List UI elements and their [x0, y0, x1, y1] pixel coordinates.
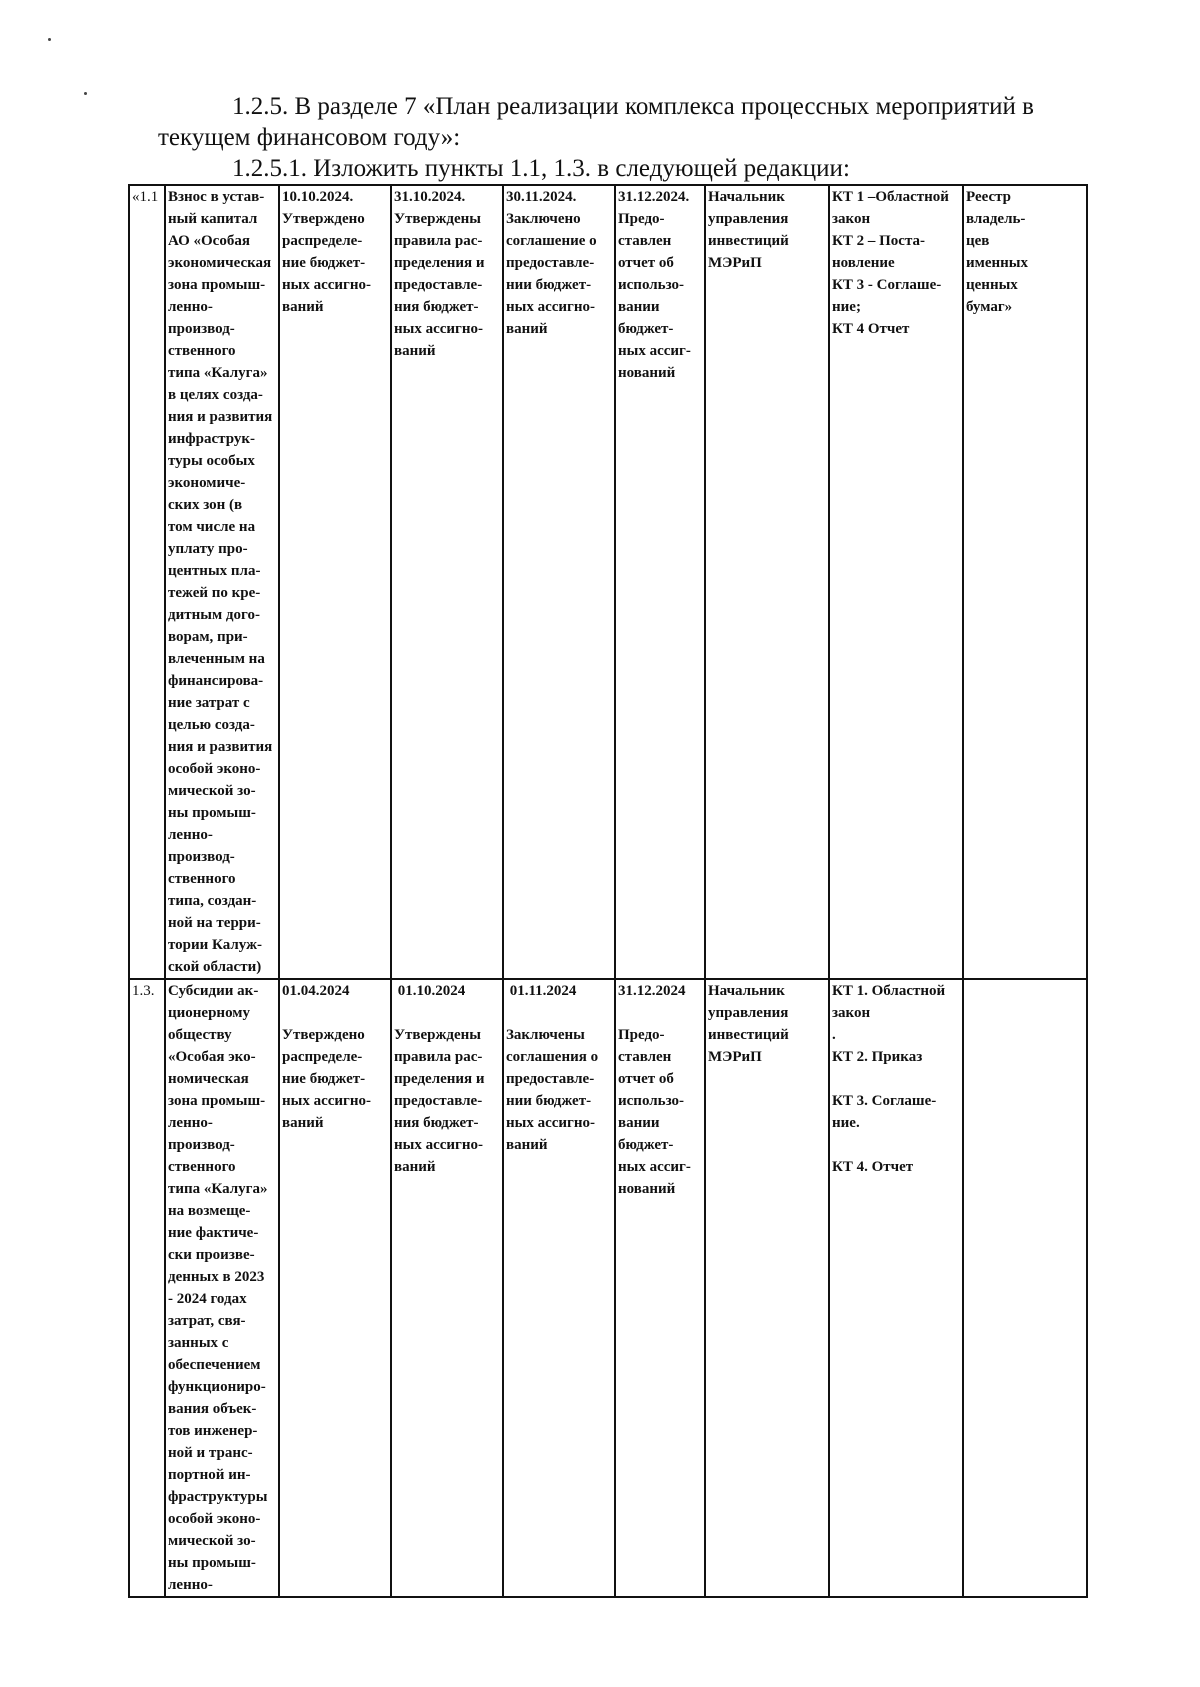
cell-line: ние;	[832, 299, 861, 315]
cell-line: типа, создан-	[168, 893, 257, 909]
cell-line: инфраструк-	[168, 431, 255, 447]
cell-line: ставлен	[618, 1049, 672, 1065]
cell-line: ваний	[506, 321, 548, 337]
cell-line: ние бюджет-	[282, 255, 366, 271]
cell-line: соглашения о	[506, 1049, 599, 1065]
cell-line: именных	[966, 255, 1029, 271]
cell-line: ния и развития	[168, 409, 273, 425]
heading-line-3: 1.2.5.1. Изложить пункты 1.1, 1.3. в следующей редакции:	[232, 155, 850, 182]
cell-line: туры особых	[168, 453, 255, 469]
cell-line: ских зон (в	[168, 497, 243, 513]
cell-line: закон	[832, 211, 871, 227]
plan-table	[128, 184, 1088, 1598]
cell-line: нии бюджет-	[506, 1093, 592, 1109]
checkpoint-1-cell	[279, 185, 391, 979]
cell-line: Утверждено	[282, 211, 365, 227]
cell-line: 01.10.2024	[394, 983, 466, 999]
cell-line: МЭРиП	[708, 255, 762, 271]
heading-line-2: текущем финансовом году»:	[158, 124, 461, 151]
cell-line: АО «Особая	[168, 233, 250, 249]
cell-line: КТ 1. Областной	[832, 983, 946, 999]
cell-line: использо-	[618, 1093, 685, 1109]
cell-line: вания объек-	[168, 1401, 257, 1417]
cell-line: мической зо-	[168, 783, 256, 799]
cell-line: ных ассигно-	[506, 1115, 596, 1131]
event-name-cell	[165, 185, 279, 979]
cell-line: ционерному	[168, 1005, 251, 1021]
cell-line: особой эконо-	[168, 761, 261, 777]
cell-line: фраструктуры	[168, 1489, 268, 1505]
cell-line: ных ассиг-	[618, 343, 691, 359]
cell-line: зона промыш-	[168, 277, 266, 293]
cell-line: - 2024 годах	[168, 1291, 247, 1307]
cell-line: затрат, свя-	[168, 1313, 246, 1329]
cell-line: .	[832, 1027, 836, 1043]
cell-line: зона промыш-	[168, 1093, 266, 1109]
cell-line: инвестиций	[708, 233, 789, 249]
cell-line: нований	[618, 1181, 676, 1197]
cell-line: распределе-	[282, 233, 363, 249]
cell-line: КТ 3. Соглаше-	[832, 1093, 937, 1109]
checkpoint-2-cell	[391, 185, 503, 979]
cell-line: Начальник	[708, 189, 785, 205]
cell-line: тории Калуж-	[168, 937, 262, 953]
cell-line: портной ин-	[168, 1467, 251, 1483]
scan-speck	[84, 92, 87, 95]
cell-line: ской области)	[168, 959, 262, 975]
cell-line: уплату про-	[168, 541, 248, 557]
cell-line: пределения и	[394, 255, 485, 271]
cell-line: влеченным на	[168, 651, 265, 667]
cell-line: 01.04.2024	[282, 983, 350, 999]
scan-speck	[48, 38, 51, 41]
heading-line-1: 1.2.5. В разделе 7 «План реализации комплекса процессных мероприятий в	[232, 93, 1034, 120]
cell-line: особой эконо-	[168, 1511, 261, 1527]
responsible-cell	[705, 979, 829, 1597]
cell-line: ных ассигно-	[394, 1137, 484, 1153]
cell-line: обществу	[168, 1027, 232, 1043]
cell-line: обеспечением	[168, 1357, 261, 1373]
cell-line: ленно-	[168, 299, 213, 315]
cell-line: новление	[832, 255, 895, 271]
cell-line: ной и транс-	[168, 1445, 253, 1461]
cell-line: КТ 1 –Областной	[832, 189, 949, 205]
cell-line: Начальник	[708, 983, 785, 999]
document-cell	[829, 979, 963, 1597]
cell-line: ние фактиче-	[168, 1225, 259, 1241]
cell-line: 31.10.2024.	[394, 189, 466, 205]
cell-line: бумаг»	[966, 299, 1013, 315]
cell-line: ски произве-	[168, 1247, 255, 1263]
cell-line: ных ассиг-	[618, 1159, 691, 1175]
cell-line: ние.	[832, 1115, 860, 1131]
cell-line: использо-	[618, 277, 685, 293]
cell-line: тежей по кре-	[168, 585, 261, 601]
table-row	[129, 979, 1087, 1597]
cell-line: КТ 4. Отчет	[832, 1159, 914, 1175]
cell-line: ственного	[168, 1159, 236, 1175]
event-name-cell	[165, 979, 279, 1597]
cell-line: ваний	[282, 299, 324, 315]
cell-line: предоставле-	[506, 255, 595, 271]
cell-line: производ-	[168, 849, 235, 865]
cell-line: типа «Калуга»	[168, 1181, 268, 1197]
cell-line: закон	[832, 1005, 871, 1021]
cell-line: Предо-	[618, 1027, 665, 1043]
cell-line: 31.12.2024	[618, 983, 686, 999]
cell-line: предоставле-	[394, 1093, 483, 1109]
cell-line: предоставле-	[506, 1071, 595, 1087]
responsible-cell	[705, 185, 829, 979]
cell-line: ленно-	[168, 1577, 213, 1593]
cell-line: нии бюджет-	[506, 277, 592, 293]
cell-line: дитным дого-	[168, 607, 260, 623]
cell-line: ния бюджет-	[394, 299, 479, 315]
row-number-cell: 1.3.	[129, 979, 165, 1597]
cell-line: Предо-	[618, 211, 665, 227]
cell-line: ние бюджет-	[282, 1071, 366, 1087]
cell-line: денных в 2023	[168, 1269, 265, 1285]
checkpoint-3-cell	[503, 185, 615, 979]
cell-line: КТ 2 – Поста-	[832, 233, 926, 249]
cell-line: экономиче-	[168, 475, 246, 491]
cell-line: КТ 3 - Соглаше-	[832, 277, 942, 293]
cell-line: целью созда-	[168, 717, 255, 733]
cell-line: Взнос в устав-	[168, 189, 265, 205]
cell-line: «Особая эко-	[168, 1049, 256, 1065]
cell-line: номическая	[168, 1071, 249, 1087]
checkpoint-2-cell	[391, 979, 503, 1597]
cell-line: ценных	[966, 277, 1018, 293]
cell-line: 30.11.2024.	[506, 189, 577, 205]
cell-line: предоставле-	[394, 277, 483, 293]
cell-line: соглашение о	[506, 233, 597, 249]
cell-line: Утверждено	[282, 1027, 365, 1043]
cell-line: вании	[618, 299, 660, 315]
cell-line: ваний	[506, 1137, 548, 1153]
cell-line	[618, 1002, 702, 1024]
cell-line: управления	[708, 211, 789, 227]
cell-line: ных ассигно-	[282, 1093, 372, 1109]
cell-line: ваний	[394, 1159, 436, 1175]
cell-line: ных ассигно-	[506, 299, 596, 315]
cell-line: распределе-	[282, 1049, 363, 1065]
cell-line: правила рас-	[394, 1049, 483, 1065]
cell-line: ния и развития	[168, 739, 273, 755]
cell-line: ны промыш-	[168, 805, 256, 821]
cell-line: ленно-	[168, 1115, 213, 1131]
cell-line: Утверждены	[394, 211, 481, 227]
cell-line	[506, 1002, 612, 1024]
checkpoint-4-cell	[615, 979, 705, 1597]
cell-line: ваний	[394, 343, 436, 359]
cell-line: отчет об	[618, 1071, 674, 1087]
info-system-cell	[963, 979, 1087, 1597]
cell-line: ния бюджет-	[394, 1115, 479, 1131]
cell-line: пределения и	[394, 1071, 485, 1087]
cell-line: ние затрат с	[168, 695, 250, 711]
cell-line: ваний	[282, 1115, 324, 1131]
cell-line: Утверждены	[394, 1027, 481, 1043]
row-number-cell: «1.1	[129, 185, 165, 979]
cell-line: ный капитал	[168, 211, 258, 227]
cell-line: Реестр	[966, 189, 1012, 205]
cell-line: функциониро-	[168, 1379, 266, 1395]
cell-line: мической зо-	[168, 1533, 256, 1549]
cell-line: ной на терри-	[168, 915, 261, 931]
cell-line: ственного	[168, 871, 236, 887]
cell-line: ворам, при-	[168, 629, 248, 645]
cell-line: тов инженер-	[168, 1423, 258, 1439]
checkpoint-1-cell	[279, 979, 391, 1597]
cell-line: бюджет-	[618, 1137, 674, 1153]
checkpoint-3-cell	[503, 979, 615, 1597]
cell-line: цев	[966, 233, 990, 249]
cell-line: 10.10.2024.	[282, 189, 354, 205]
cell-line: производ-	[168, 321, 235, 337]
cell-line: МЭРиП	[708, 1049, 762, 1065]
cell-line: ленно-	[168, 827, 213, 843]
cell-line: том числе на	[168, 519, 256, 535]
cell-line: Заключено	[506, 211, 581, 227]
cell-line: КТ 4 Отчет	[832, 321, 910, 337]
cell-line	[282, 1002, 388, 1024]
cell-line: экономическая	[168, 255, 272, 271]
cell-line: центных пла-	[168, 563, 261, 579]
cell-line: Субсидии ак-	[168, 983, 259, 999]
info-system-cell	[963, 185, 1087, 979]
cell-line: владель-	[966, 211, 1026, 227]
cell-line: ных ассигно-	[282, 277, 372, 293]
cell-line: ственного	[168, 343, 236, 359]
document-cell	[829, 185, 963, 979]
cell-line	[832, 1134, 960, 1156]
cell-line: КТ 2. Приказ	[832, 1049, 923, 1065]
cell-line: управления	[708, 1005, 789, 1021]
cell-line: Заключены	[506, 1027, 585, 1043]
cell-line: 31.12.2024.	[618, 189, 690, 205]
cell-line: финансирова-	[168, 673, 264, 689]
cell-line: ставлен	[618, 233, 672, 249]
cell-line	[832, 1068, 960, 1090]
cell-line: инвестиций	[708, 1027, 789, 1043]
cell-line	[394, 1002, 500, 1024]
cell-line: бюджет-	[618, 321, 674, 337]
cell-line: правила рас-	[394, 233, 483, 249]
cell-line: производ-	[168, 1137, 235, 1153]
cell-line: типа «Калуга»	[168, 365, 268, 381]
cell-line: отчет об	[618, 255, 674, 271]
cell-line: в целях созда-	[168, 387, 263, 403]
cell-line: занных с	[168, 1335, 229, 1351]
cell-line: на возмеще-	[168, 1203, 251, 1219]
checkpoint-4-cell	[615, 185, 705, 979]
cell-line: вании	[618, 1115, 660, 1131]
table-row	[129, 185, 1087, 979]
cell-line: ных ассигно-	[394, 321, 484, 337]
cell-line: 01.11.2024	[506, 983, 577, 999]
cell-line: нований	[618, 365, 676, 381]
cell-line: ны промыш-	[168, 1555, 256, 1571]
